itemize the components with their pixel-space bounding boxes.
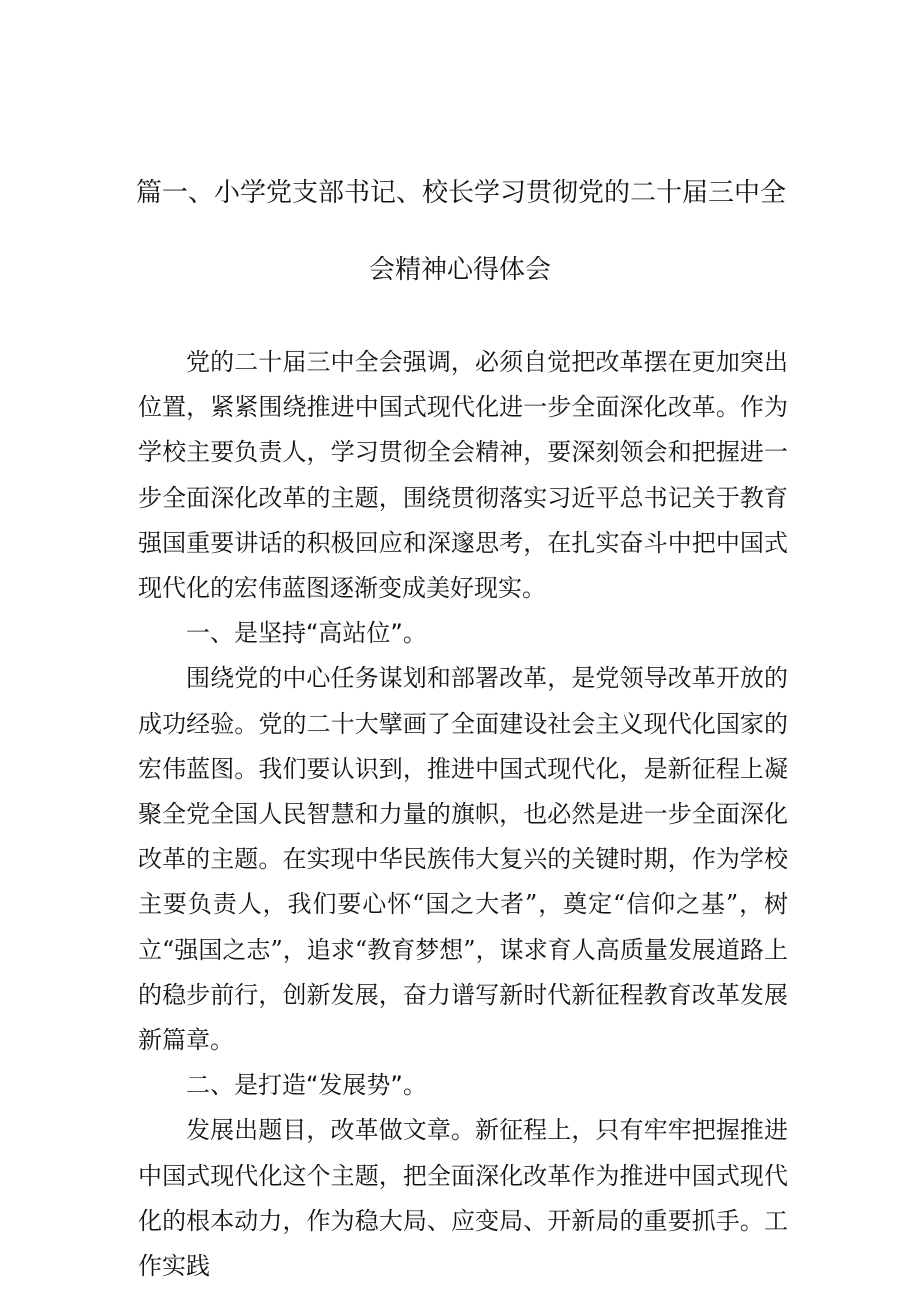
body-paragraph: 围绕党的中心任务谋划和部署改革，是党领导改革开放的成功经验。党的二十大擘画了全面建设社会主义现代化国家的宏伟蓝图。我们要认识到，推进中国式现代化，是新征程上凝聚全党全国人民智慧和力量的旗帜，也必然是进一步全面深化改革的主题。在实现中华民族伟大复兴的关键时期，作为学校主要负责人，我们要心怀“国之大者”，奠定“信仰之基”，树立“强国之志”，追求“教育梦想”，谋求育人高质量发展道路上的稳步前行，创新发展，奋力谱写新时代新征程教育改革发展新篇章。 <box>138 664 788 1055</box>
body-paragraph: 党的二十届三中全会强调，必须自觉把改革摆在更加突出位置，紧紧围绕推进中国式现代化进一步全面深化改革。作为学校主要负责人，学习贯彻全会精神，要深刻领会和把握进一步全面深化改革的主题，围绕贯彻落实习近平总书记关于教育强国重要讲话的积极回应和深邃思考，在扎实奋斗中把中国式现代化的宏伟蓝图逐渐变成美好现实。 <box>138 348 788 603</box>
document-body <box>138 340 788 1289</box>
body-paragraph: 发展出题目，改革做文章。新征程上，只有牢牢把握推进中国式现代化这个主题，把全面深化改革作为推进中国式现代化的根本动力，作为稳大局、应变局、开新局的重要抓手。工作实践 <box>138 1116 788 1281</box>
document-title-line-2: 会精神心得体会 <box>368 255 551 285</box>
section-heading-2: 二、是打造“发展势”。 <box>186 1071 427 1100</box>
section-heading-1: 一、是坚持“高站位”。 <box>186 619 427 648</box>
document-title-line-1: 篇一、小学党支部书记、校长学习贯彻党的二十届三中全 <box>136 178 787 208</box>
